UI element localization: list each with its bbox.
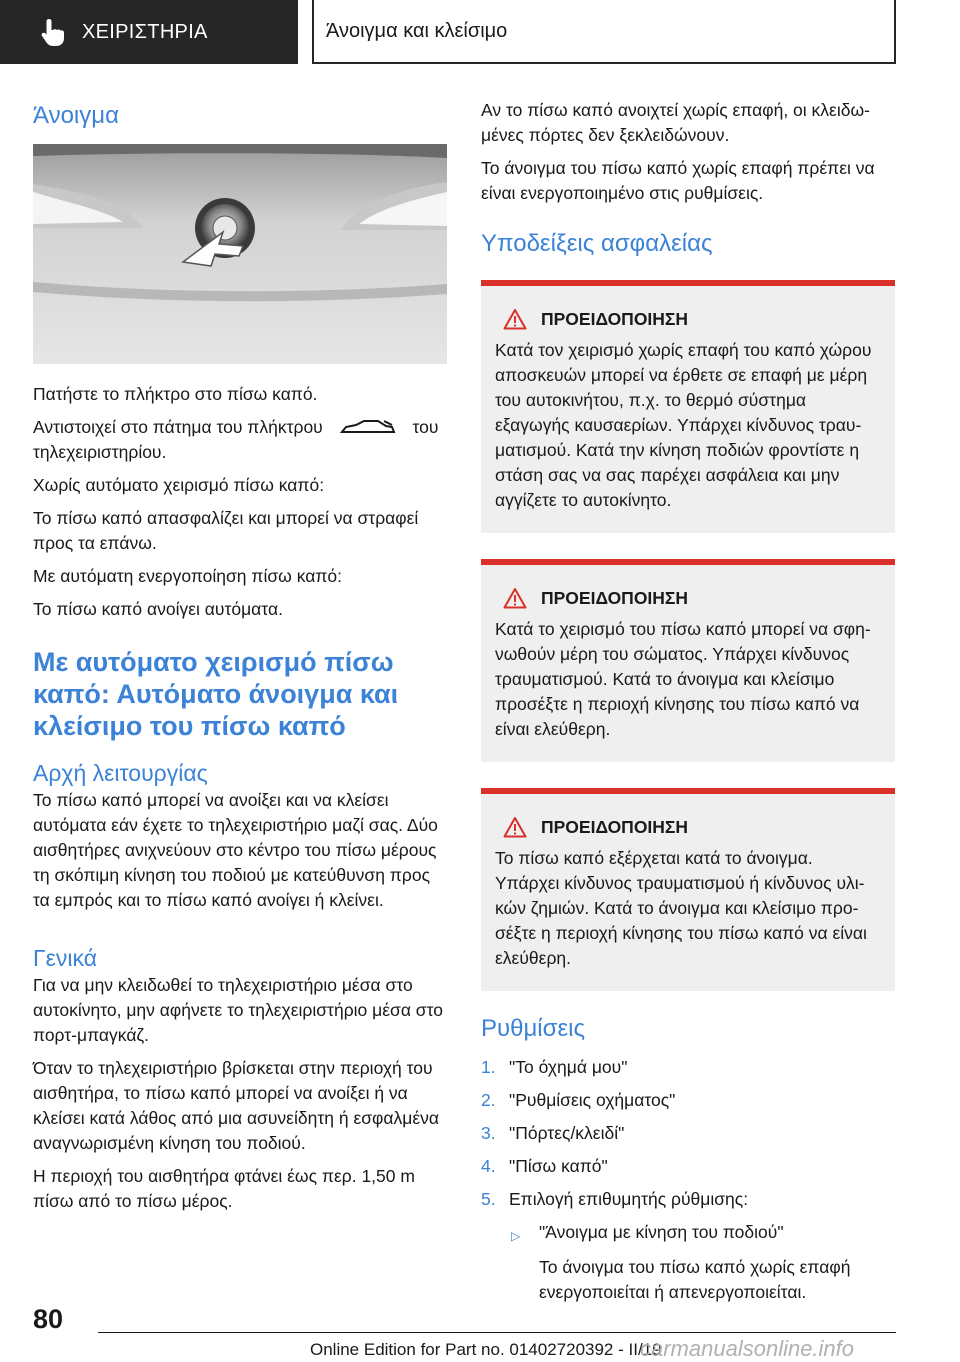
paragraph-remote-text-a: Αντιστοιχεί στο πάτημα του πλήκτρου [33,417,323,437]
warning-box [481,280,895,533]
warning-text: Κατά τον χειρισμό χωρίς επαφή του καπό χώρου αποσκευών μπορεί να έρθετε σε επαφή με μέρη του αυτοκινήτου, π.χ. το θερμό σύστημα εξαγωγής καυσαερίων. Υπάρχει κίνδυνος τραυματισμού. Κατά την κίνηση ποδιών φροντίστε η στάση σας να σας παρέχει ασφάλεια και μην αγγίζετε το αυτοκίνητο. [495,340,872,510]
tailgate-button-photo [33,144,447,364]
step-text: "Το όχημά μου" [509,1057,628,1077]
sub-option-text: "Άνοιγμα με κίνηση του ποδιού" [539,1222,784,1242]
paragraph-without-auto: Χωρίς αυτόματο χειρισμό πίσω καπό: [33,475,325,495]
step-text: "Πόρτες/κλειδί" [509,1123,625,1143]
warning-box [481,788,895,991]
left-column [33,98,451,1222]
paragraph-remote-equivalent [33,415,451,465]
warning-title: ΠΡΟΕΙΔΟΠΟΙΗΣΗ [541,816,689,837]
subheading-principle: Αρχή λειτουργίας [33,760,208,786]
step-text: Επιλογή επιθυμητής ρύθμισης: [509,1189,749,1209]
breadcrumb-text: Άνοιγμα και κλείσιμο [326,19,508,42]
step-number: 3. [481,1123,496,1143]
section-heading-settings: Ρυθμίσεις [481,1015,586,1042]
paragraph-unlock-swing: Το πίσω καπό απασφαλίζει και μπορεί να στραφεί προς τα επάνω. [33,508,419,553]
paragraph-remote-text-b: του τηλεχειριστηρίου. [33,417,439,462]
step-number: 2. [481,1090,496,1110]
settings-steps [481,1055,895,1212]
step-text: "Ρυθμίσεις οχήματος" [509,1090,676,1110]
list-item [481,1121,895,1146]
warning-text: Το πίσω καπό εξέρχεται κατά το άνοιγμα. Υπάρχει κίνδυνος τραυματισμού ή κίνδυνος υλικών ζημιών. Κατά το άνοιγμα και κλείσιμο προσέξτε η περιοχή κίνησης του πίσω καπό να είναι ελεύθερη. [495,848,867,968]
chapter-tab [0,0,298,64]
list-item [481,1154,895,1179]
step-number: 4. [481,1156,496,1176]
section-heading-opening: Άνοιγμα [33,102,119,129]
paragraph-opens-automatically: Το πίσω καπό ανοίγει αυτόματα. [33,599,283,619]
step-number: 5. [481,1189,496,1209]
page-number: 80 [33,1304,64,1334]
paragraph-general-2: Όταν το τηλεχειριστήριο βρίσκεται στην περιοχή του αισθητήρα, το πίσω καπό μπορεί να ανοίξει ή να κλείσει κατά λάθος από μια ασυνείδητη ή εσφαλμένα αναγνωρισμένη κίνηση του ποδιού. [33,1058,440,1153]
paragraph-general-1: Για να μην κλειδωθεί το τηλεχειριστήριο μέσα στο αυτοκίνητο, μην αφήνετε το τηλεχειριστήριο μέσα στο πορτ-μπαγκάζ. [33,975,444,1045]
edition-text: Online Edition for Part no. 01402720392 - II/19 [310,1340,662,1359]
section-heading-safety: Υποδείξεις ασφαλείας [481,230,713,257]
watermark: carmanualsonline.info [640,1336,855,1361]
warning-title-row [495,308,881,330]
warning-triangle-icon [503,587,527,609]
paragraph-general-3: Η περιοχή του αισθητήρα φτάνει έως περ. 1,50 m πίσω από το πίσω μέρος. [33,1166,415,1211]
warning-title: ΠΡΟΕΙΔΟΠΟΙΗΣΗ [541,587,689,608]
warning-text: Κατά το χειρισμό του πίσω καπό μπορεί να σφηνωθούν μέρη του σώματος. Υπάρχει κίνδυνος τραυματισμού. Κατά το άνοιγμα και κλείσιμο προσέξτε η περιοχή κίνησης του πίσω καπό να είναι ελεύθερη. [495,619,871,739]
warning-box [481,559,895,762]
warning-title-row [495,816,881,838]
hand-pointer-icon [40,17,66,47]
paragraph-principle: Το πίσω καπό μπορεί να ανοίξει και να κλείσει αυτόματα εάν έχετε το τηλεχειριστήριο μαζί σας. Δύο αισθητήρες ανιχνεύουν στο κέντρο του πίσω μέρους τη σκόπιμη κίνηση του ποδιού με κατεύθυνση προς τα εμπρός και το πίσω καπό ανοίγει ή κλείνει. [33,790,438,910]
chapter-title: ΧΕΙΡΙΣΤΗΡΙΑ [82,20,208,43]
paragraph-with-auto: Με αυτόματη ενεργοποίηση πίσω καπό: [33,566,343,586]
right-column [481,98,895,1305]
main-heading-auto-operation: Με αυτόματο χειρισμό πίσω καπό: Αυτόματο άνοιγμα και κλείσιμο του πίσω καπό [33,647,399,741]
sub-option [511,1220,895,1249]
page-footer [0,1296,960,1362]
breadcrumb [312,0,896,64]
sub-option-note: Το άνοιγμα του πίσω καπό χωρίς επαφή ενεργοποιείται ή απενεργοποιείται. [539,1257,851,1302]
warning-triangle-icon [503,816,527,838]
warning-triangle-icon [503,308,527,330]
list-item [481,1055,895,1080]
page-header [0,0,960,66]
paragraph-press-button: Πατήστε το πλήκτρο στο πίσω καπό. [33,384,318,404]
warning-title: ΠΡΟΕΙΔΟΠΟΙΗΣΗ [541,308,689,329]
list-item [481,1187,895,1212]
car-tailgate-icon [340,419,396,437]
step-number: 1. [481,1057,496,1077]
step-text: "Πίσω καπό" [509,1156,608,1176]
triangle-bullet-icon: ▷ [511,1229,521,1243]
paragraph-locked-doors: Αν το πίσω καπό ανοιχτεί χωρίς επαφή, οι κλειδωμένες πόρτες δεν ξεκλειδώνουν. [481,100,870,145]
paragraph-activation-required: Το άνοιγμα του πίσω καπό χωρίς επαφή πρέπει να είναι ενεργοποιημένο στις ρυθμίσεις. [481,158,875,203]
warning-title-row [495,587,881,609]
subheading-general: Γενικά [33,945,98,971]
list-item [481,1088,895,1113]
footer-divider [98,1332,896,1333]
